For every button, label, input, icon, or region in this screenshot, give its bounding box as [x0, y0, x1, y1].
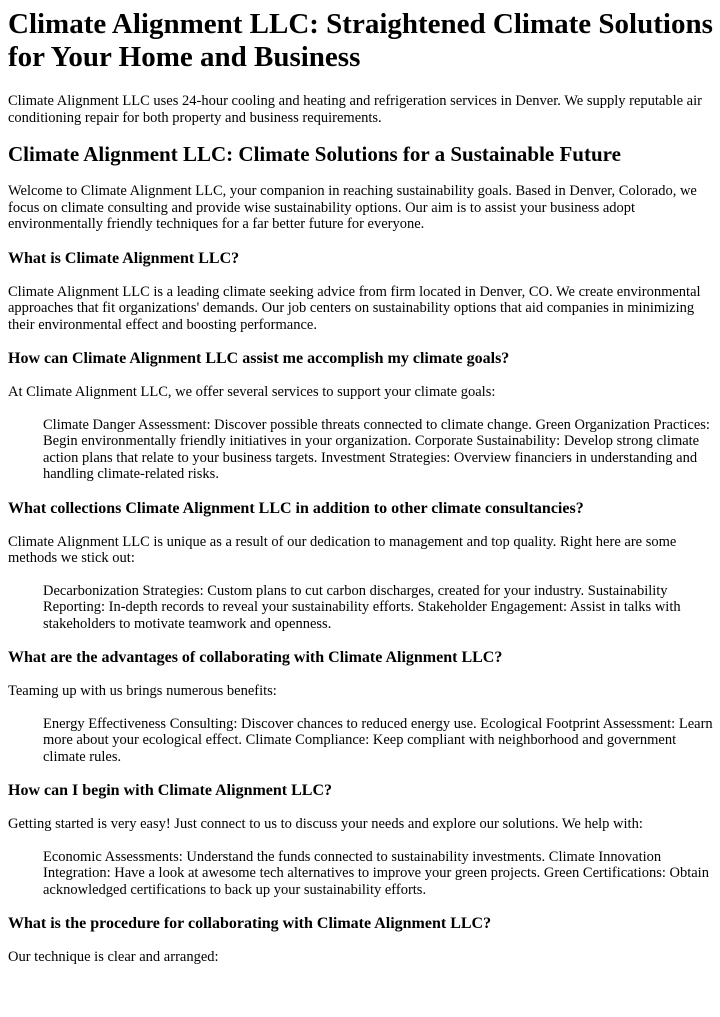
faq-answer-2: At Climate Alignment LLC, we offer several services to support your climate goals: — [8, 384, 496, 400]
intro-paragraph: Climate Alignment LLC uses 24-hour cooling and heating and refrigeration services in Denver. We supply reputable air conditioning repair for both property and business requirements. — [8, 93, 702, 126]
faq-quote-3: Decarbonization Strategies: Custom plans to cut carbon discharges, created for your industry. Sustainability Reporting: In-depth records to reveal your sustainability efforts. Stakeholder Engagement: Assist in talks with stakeholders to motivate teamwork and openness. — [43, 582, 681, 632]
faq-question-2: How can Climate Alignment LLC assist me accomplish my climate goals? — [8, 350, 510, 367]
section-heading: Climate Alignment LLC: Climate Solutions for a Sustainable Future — [8, 142, 621, 166]
welcome-paragraph: Welcome to Climate Alignment LLC, your companion in reaching sustainability goals. Based in Denver, Colorado, we focus on climate consulting and provide wise sustainability options. Our aim is to assist your business adopt environmentally friendly techniques for a far better future for everyone. — [8, 183, 697, 232]
faq-quote-2: Climate Danger Assessment: Discover possible threats connected to climate change. Green Organization Practices: Begin environmentally friendly initiatives in your organization. Corporate Sustainability: Develop strong climate action plans that relate to your business targets. Investment Strategies: Overview financiers in understanding and handling climate-related risks. — [43, 416, 710, 482]
faq-question-5: How can I begin with Climate Alignment LLC? — [8, 782, 333, 799]
faq-answer-5: Getting started is very easy! Just connect to us to discuss your needs and explore our solutions. We help with: — [8, 816, 643, 832]
faq-question-3: What collections Climate Alignment LLC in addition to other climate consultancies? — [8, 499, 584, 517]
faq-answer-4: Teaming up with us brings numerous benefits: — [8, 683, 277, 699]
faq-answer-6: Our technique is clear and arranged: — [8, 949, 219, 965]
faq-answer-1: Climate Alignment LLC is a leading climate seeking advice from firm located in Denver, CO. We create environmental approaches that fit organizations' demands. Our job centers on sustainability options that aid companies in minimizing their environmental effect and boosting performance. — [8, 283, 701, 333]
faq-answer-3: Climate Alignment LLC is unique as a result of our dedication to management and top quality. Right here are some methods we stick out: — [8, 533, 677, 566]
faq-quote-4: Energy Effectiveness Consulting: Discover chances to reduced energy use. Ecological Footprint Assessment: Learn more about your ecological effect. Climate Compliance: Keep compliant with neighborhood and government climate rules. — [43, 715, 713, 765]
faq-question-1: What is Climate Alignment LLC? — [8, 249, 240, 267]
faq-quote-5: Economic Assessments: Understand the funds connected to sustainability investments. Climate Innovation Integration: Have a look at awesome tech alternatives to improve your green projects. Green Certifications: Obtain acknowledged certifications to back up your sustainability efforts. — [43, 848, 709, 898]
faq-question-4: What are the advantages of collaborating with Climate Alignment LLC? — [8, 649, 503, 666]
faq-question-6: What is the procedure for collaborating with Climate Alignment LLC? — [8, 915, 492, 932]
page-title: Climate Alignment LLC: Straightened Climate Solutions for Your Home and Business — [8, 8, 713, 73]
